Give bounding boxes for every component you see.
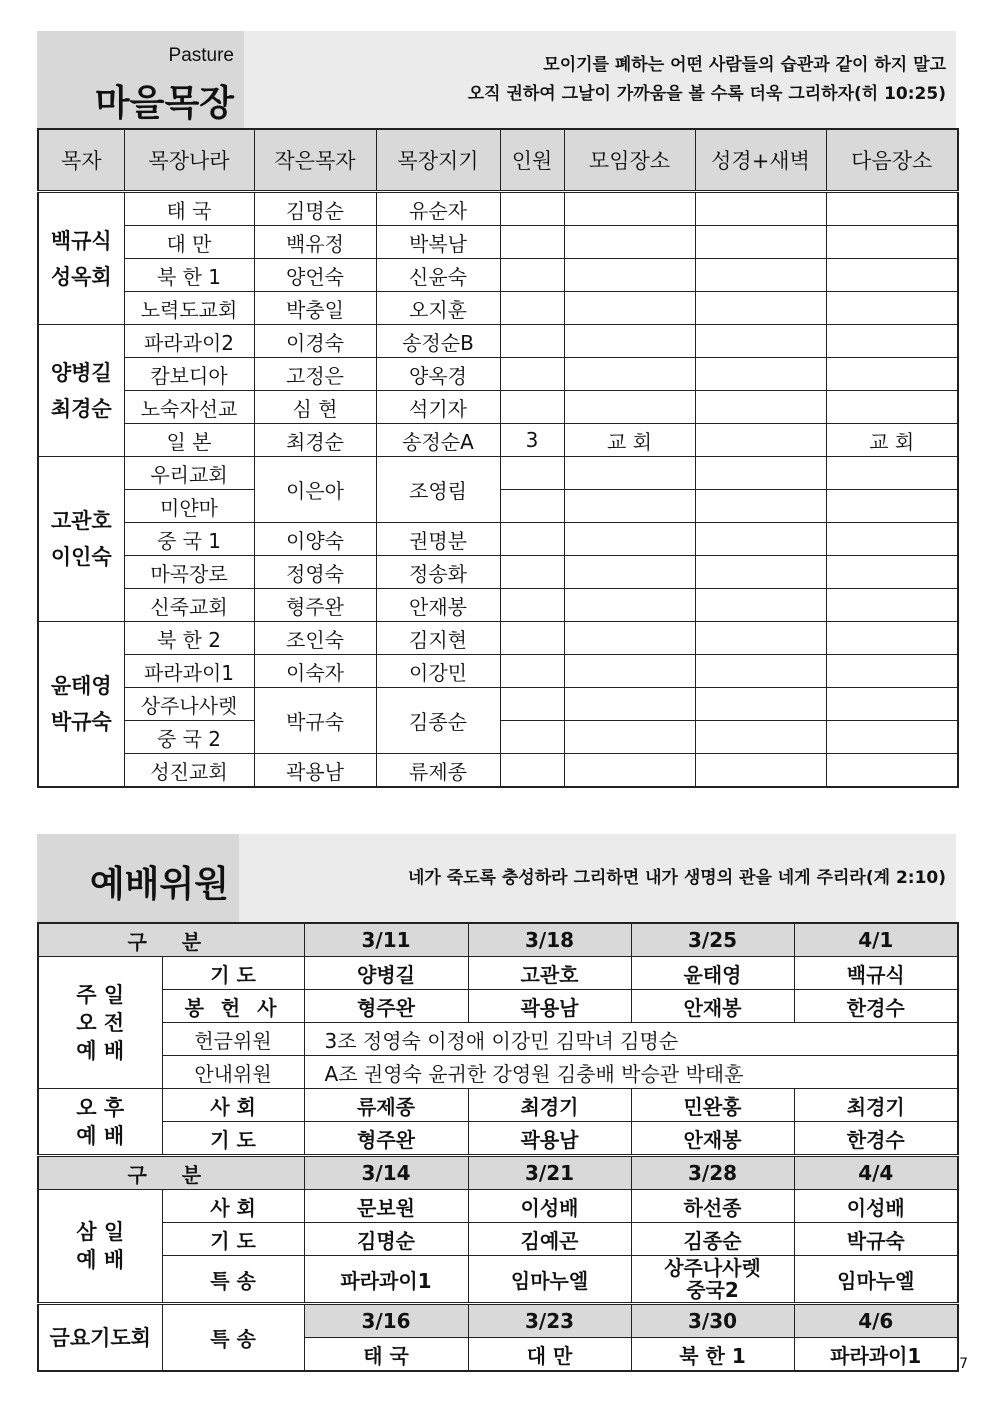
place-cell xyxy=(564,358,695,391)
table-row xyxy=(38,622,958,655)
col-header: 다음장소 xyxy=(826,129,958,192)
count-cell xyxy=(500,325,564,358)
small-shepherd-cell: 이경숙 xyxy=(254,325,376,358)
col-header: 인원 xyxy=(500,129,564,192)
count-cell xyxy=(500,226,564,259)
leader-name: 최경순 xyxy=(50,396,112,421)
role-label: 기 도 xyxy=(162,1223,304,1256)
leader-cell xyxy=(38,325,124,457)
place-cell xyxy=(564,556,695,589)
nation-cell: 일 본 xyxy=(124,424,254,457)
keeper-cell: 송정순A xyxy=(376,424,500,457)
next-cell xyxy=(826,490,958,523)
table-row xyxy=(38,523,958,556)
place-cell xyxy=(564,622,695,655)
small-shepherd-cell: 이은아 xyxy=(254,457,376,523)
worship-title-box xyxy=(37,834,239,922)
place-cell xyxy=(564,457,695,490)
pasture-title: 마을목장 xyxy=(94,83,234,124)
table-row xyxy=(38,1256,958,1304)
keeper-cell: 김종순 xyxy=(376,688,500,754)
date-cell: 3/25 xyxy=(631,923,794,957)
name-cell: 민완홍 xyxy=(631,1089,794,1122)
pasture-header xyxy=(37,31,956,128)
small-shepherd-cell: 박충일 xyxy=(254,292,376,325)
col-header: 목장지기 xyxy=(376,129,500,192)
name-cell: 태 국 xyxy=(304,1338,468,1372)
name-cell: 문보원 xyxy=(304,1190,468,1223)
nation-cell: 신죽교회 xyxy=(124,589,254,622)
role-label: 특 송 xyxy=(162,1256,304,1304)
table-row xyxy=(38,391,958,424)
usher-text: A조 권영숙 윤귀한 강영원 김충배 박승관 박태훈 xyxy=(304,1056,958,1089)
table-row xyxy=(38,990,958,1023)
name-cell: 김예곤 xyxy=(468,1223,631,1256)
place-cell xyxy=(564,292,695,325)
date-cell: 3/18 xyxy=(468,923,631,957)
worship-verse: 네가 죽도록 충성하라 그리하면 내가 생명의 관을 네게 주리라(계 2:10) xyxy=(407,868,946,888)
name-cell: 한경수 xyxy=(794,1122,958,1156)
fri-date-row xyxy=(38,1304,958,1338)
bible-cell xyxy=(695,292,826,325)
keeper-cell: 정송화 xyxy=(376,556,500,589)
table-row xyxy=(38,1056,958,1089)
wednesday-category: 삼 일 예 배 xyxy=(38,1190,162,1304)
name-cell: 안재봉 xyxy=(631,1122,794,1156)
small-shepherd-cell: 심 현 xyxy=(254,391,376,424)
place-cell xyxy=(564,754,695,788)
name-cell: 형주완 xyxy=(304,1122,468,1156)
friday-category: 금요기도회 xyxy=(38,1304,162,1372)
keeper-cell: 송정순B xyxy=(376,325,500,358)
count-cell xyxy=(500,655,564,688)
keeper-cell: 안재봉 xyxy=(376,589,500,622)
sunday-pm-category: 오 후 예 배 xyxy=(38,1089,162,1156)
next-cell xyxy=(826,622,958,655)
bible-cell xyxy=(695,589,826,622)
nation-cell: 북 한 2 xyxy=(124,622,254,655)
next-cell xyxy=(826,259,958,292)
role-label: 헌금위원 xyxy=(162,1023,304,1056)
table-row xyxy=(38,754,958,788)
nation-cell: 파라과이2 xyxy=(124,325,254,358)
nation-cell: 대 만 xyxy=(124,226,254,259)
keeper-cell: 김지현 xyxy=(376,622,500,655)
col-header: 모임장소 xyxy=(564,129,695,192)
place-cell xyxy=(564,490,695,523)
pasture-verse-line2: 오직 권하여 그날이 가까움을 볼 수록 더욱 그리하자(히 10:25) xyxy=(467,84,946,104)
small-shepherd-cell: 정영숙 xyxy=(254,556,376,589)
leader-cell xyxy=(38,457,124,622)
worship-title: 예배위원 xyxy=(89,864,229,905)
role-label: 사 회 xyxy=(162,1190,304,1223)
next-cell xyxy=(826,226,958,259)
keeper-cell: 박복남 xyxy=(376,226,500,259)
role-label: 특 송 xyxy=(162,1304,304,1372)
table-row xyxy=(38,556,958,589)
keeper-cell: 권명분 xyxy=(376,523,500,556)
role-label: 봉 헌 사 xyxy=(162,990,304,1023)
name-cell: 북 한 1 xyxy=(631,1338,794,1372)
bible-cell xyxy=(695,523,826,556)
place-cell xyxy=(564,226,695,259)
count-cell xyxy=(500,556,564,589)
nation-cell: 북 한 1 xyxy=(124,259,254,292)
col-header: 목자 xyxy=(38,129,124,192)
place-cell xyxy=(564,325,695,358)
col-header: 목장나라 xyxy=(124,129,254,192)
count-cell xyxy=(500,457,564,490)
place-cell xyxy=(564,688,695,721)
count-cell xyxy=(500,292,564,325)
gubun-label: 구 분 xyxy=(38,1156,304,1190)
next-cell xyxy=(826,523,958,556)
date-cell: 4/4 xyxy=(794,1156,958,1190)
table-row xyxy=(38,1190,958,1223)
date-cell: 3/23 xyxy=(468,1304,631,1338)
small-shepherd-cell: 최경순 xyxy=(254,424,376,457)
role-label: 기 도 xyxy=(162,1122,304,1156)
sunday-date-row xyxy=(38,923,958,957)
pasture-header-row xyxy=(38,129,958,192)
date-cell: 3/21 xyxy=(468,1156,631,1190)
worship-header xyxy=(37,834,956,922)
keeper-cell: 석기자 xyxy=(376,391,500,424)
nation-cell: 캄보디아 xyxy=(124,358,254,391)
next-cell xyxy=(826,589,958,622)
count-cell xyxy=(500,259,564,292)
count-cell xyxy=(500,391,564,424)
name-cell: 최경기 xyxy=(468,1089,631,1122)
leader-name: 백규식 xyxy=(50,228,112,253)
table-row xyxy=(38,589,958,622)
date-cell: 3/28 xyxy=(631,1156,794,1190)
name-cell: 한경수 xyxy=(794,990,958,1023)
bible-cell xyxy=(695,754,826,788)
count-cell xyxy=(500,523,564,556)
name-cell: 형주완 xyxy=(304,990,468,1023)
pasture-title-box xyxy=(37,31,244,128)
nation-cell: 노숙자선교 xyxy=(124,391,254,424)
keeper-cell: 이강민 xyxy=(376,655,500,688)
leader-name: 박규숙 xyxy=(50,710,112,734)
table-row xyxy=(38,1023,958,1056)
table-row xyxy=(38,325,958,358)
name-cell: 하선종 xyxy=(631,1190,794,1223)
name-cell: 대 만 xyxy=(468,1338,631,1372)
date-cell: 3/11 xyxy=(304,923,468,957)
keeper-cell: 류제종 xyxy=(376,754,500,788)
count-cell xyxy=(500,358,564,391)
bible-cell xyxy=(695,688,826,721)
place-cell: 교 회 xyxy=(564,424,695,457)
table-row xyxy=(38,457,958,490)
gubun-label: 구 분 xyxy=(38,923,304,957)
next-cell xyxy=(826,457,958,490)
next-cell: 교 회 xyxy=(826,424,958,457)
bible-cell xyxy=(695,226,826,259)
nation-cell: 미얀마 xyxy=(124,490,254,523)
place-cell xyxy=(564,192,695,226)
count-cell xyxy=(500,754,564,788)
pasture-table xyxy=(37,128,959,788)
nation-cell: 마곡장로 xyxy=(124,556,254,589)
name-cell: 윤태영 xyxy=(631,957,794,990)
keeper-cell: 신윤숙 xyxy=(376,259,500,292)
next-cell xyxy=(826,325,958,358)
small-shepherd-cell: 조인숙 xyxy=(254,622,376,655)
name-cell: 박규숙 xyxy=(794,1223,958,1256)
nation-cell: 중 국 1 xyxy=(124,523,254,556)
name-cell: 고관호 xyxy=(468,957,631,990)
small-shepherd-cell: 박규숙 xyxy=(254,688,376,754)
date-cell: 3/16 xyxy=(304,1304,468,1338)
name-cell: 이성배 xyxy=(468,1190,631,1223)
place-cell xyxy=(564,259,695,292)
small-shepherd-cell: 형주완 xyxy=(254,589,376,622)
small-shepherd-cell: 양언숙 xyxy=(254,259,376,292)
count-cell: 3 xyxy=(500,424,564,457)
date-cell: 3/30 xyxy=(631,1304,794,1338)
nation-cell: 파라과이1 xyxy=(124,655,254,688)
date-cell: 3/14 xyxy=(304,1156,468,1190)
name-cell: 김종순 xyxy=(631,1223,794,1256)
name-cell: 백규식 xyxy=(794,957,958,990)
bible-cell xyxy=(695,490,826,523)
date-cell: 4/1 xyxy=(794,923,958,957)
keeper-cell: 양옥경 xyxy=(376,358,500,391)
bible-cell xyxy=(695,358,826,391)
bible-cell xyxy=(695,655,826,688)
table-row xyxy=(38,358,958,391)
count-cell xyxy=(500,688,564,721)
leader-name: 성옥회 xyxy=(50,264,112,289)
bible-cell xyxy=(695,259,826,292)
name-cell: 류제종 xyxy=(304,1089,468,1122)
nation-cell: 노력도교회 xyxy=(124,292,254,325)
name-cell: 안재봉 xyxy=(631,990,794,1023)
table-row xyxy=(38,655,958,688)
place-cell xyxy=(564,589,695,622)
nation-cell: 성진교회 xyxy=(124,754,254,788)
next-cell xyxy=(826,192,958,226)
bible-cell xyxy=(695,391,826,424)
leader-cell xyxy=(38,622,124,788)
small-shepherd-cell: 이숙자 xyxy=(254,655,376,688)
next-cell xyxy=(826,655,958,688)
nation-cell: 우리교회 xyxy=(124,457,254,490)
table-row xyxy=(38,1223,958,1256)
table-row xyxy=(38,292,958,325)
wed-date-row xyxy=(38,1156,958,1190)
next-cell xyxy=(826,292,958,325)
next-cell xyxy=(826,721,958,754)
name-cell: 김명순 xyxy=(304,1223,468,1256)
bible-cell xyxy=(695,192,826,226)
next-cell xyxy=(826,754,958,788)
table-row xyxy=(38,957,958,990)
table-row xyxy=(38,1089,958,1122)
leader-cell xyxy=(38,192,124,325)
name-cell: 곽용남 xyxy=(468,990,631,1023)
count-cell xyxy=(500,622,564,655)
bible-cell xyxy=(695,556,826,589)
nation-cell: 중 국 2 xyxy=(124,721,254,754)
keeper-cell: 유순자 xyxy=(376,192,500,226)
bible-cell xyxy=(695,622,826,655)
small-shepherd-cell: 이양숙 xyxy=(254,523,376,556)
name-cell: 양병길 xyxy=(304,957,468,990)
date-cell: 4/6 xyxy=(794,1304,958,1338)
count-cell xyxy=(500,192,564,226)
pasture-verse-line1: 모이기를 폐하는 어떤 사람들의 습관과 같이 하지 말고 xyxy=(543,55,946,75)
role-label: 기 도 xyxy=(162,957,304,990)
page-number: 7 xyxy=(959,1356,968,1372)
role-label: 사 회 xyxy=(162,1089,304,1122)
pasture-eng-label: Pasture xyxy=(168,45,234,66)
small-shepherd-cell: 고정은 xyxy=(254,358,376,391)
next-cell xyxy=(826,556,958,589)
bible-cell xyxy=(695,721,826,754)
name-cell: 곽용남 xyxy=(468,1122,631,1156)
small-shepherd-cell: 백유정 xyxy=(254,226,376,259)
nation-cell: 태 국 xyxy=(124,192,254,226)
name-cell: 파라과이1 xyxy=(304,1256,468,1304)
place-cell xyxy=(564,721,695,754)
leader-name: 양병길 xyxy=(50,360,112,385)
table-row xyxy=(38,192,958,226)
small-shepherd-cell: 김명순 xyxy=(254,192,376,226)
table-row xyxy=(38,259,958,292)
name-cell: 임마누엘 xyxy=(468,1256,631,1304)
place-cell xyxy=(564,391,695,424)
place-cell xyxy=(564,523,695,556)
next-cell xyxy=(826,391,958,424)
leader-name: 윤태영 xyxy=(50,674,112,698)
place-cell xyxy=(564,655,695,688)
count-cell xyxy=(500,721,564,754)
bible-cell xyxy=(695,457,826,490)
bible-cell xyxy=(695,325,826,358)
bible-cell xyxy=(695,424,826,457)
name-cell: 임마누엘 xyxy=(794,1256,958,1304)
leader-name: 고관호 xyxy=(50,509,112,533)
table-row xyxy=(38,688,958,721)
col-header: 작은목자 xyxy=(254,129,376,192)
worship-table xyxy=(37,922,959,1372)
nation-cell: 상주나사렛 xyxy=(124,688,254,721)
keeper-cell: 오지훈 xyxy=(376,292,500,325)
leader-name: 이인숙 xyxy=(50,545,112,569)
name-cell: 최경기 xyxy=(794,1089,958,1122)
keeper-cell: 조영림 xyxy=(376,457,500,523)
table-row xyxy=(38,226,958,259)
small-shepherd-cell: 곽용남 xyxy=(254,754,376,788)
name-cell: 파라과이1 xyxy=(794,1338,958,1372)
name-cell: 상주나사렛 중국2 xyxy=(631,1256,794,1304)
count-cell xyxy=(500,490,564,523)
sunday-am-category: 주 일 오 전 예 배 xyxy=(38,957,162,1089)
name-cell: 이성배 xyxy=(794,1190,958,1223)
role-label: 안내위원 xyxy=(162,1056,304,1089)
next-cell xyxy=(826,358,958,391)
table-row xyxy=(38,424,958,457)
count-cell xyxy=(500,589,564,622)
col-header: 성경+새벽 xyxy=(695,129,826,192)
offering-committee-text: 3조 정영숙 이정애 이강민 김막녀 김명순 xyxy=(304,1023,958,1056)
table-row xyxy=(38,1122,958,1156)
next-cell xyxy=(826,688,958,721)
